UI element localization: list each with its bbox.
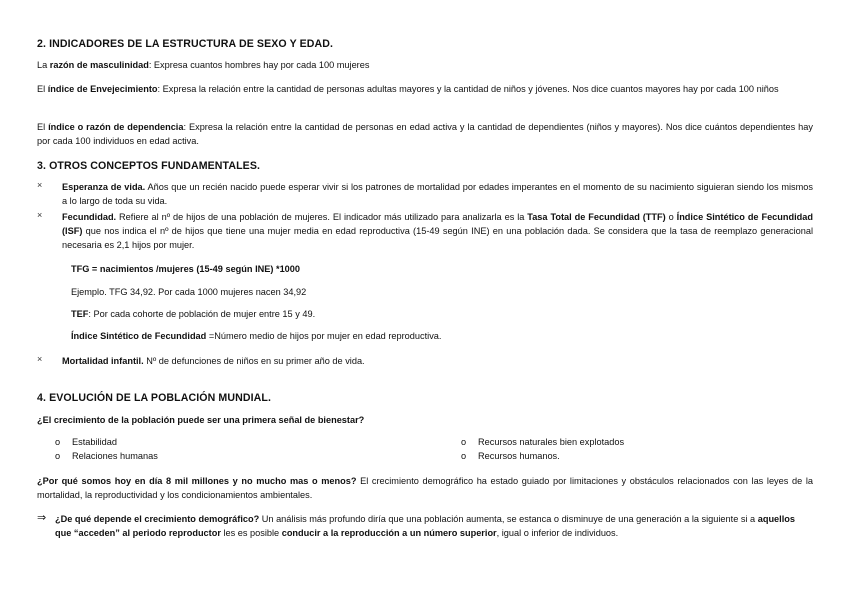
- p3-pre: El: [37, 122, 49, 132]
- why-question: ¿Por qué somos hoy en día 8 mil millones y no mucho mas o menos?: [37, 476, 357, 486]
- p3-term: índice o razón de dependencia: [48, 122, 184, 132]
- tfg-formula: [71, 264, 771, 274]
- b1-text: Años que un recién nacido puede esperar vivir si los patrones de mortalidad por edades imperantes en el momento de su nacimiento siguieran siendo los mismos a lo largo de toda su vida.: [62, 182, 813, 206]
- b3-term: Mortalidad infantil.: [62, 356, 144, 366]
- list-item-label: Relaciones humanas: [72, 451, 158, 461]
- arrow-bold-2: aquellos que “acceden” al periodo reproductor: [55, 514, 795, 538]
- list-item-natural-resources: [461, 437, 624, 447]
- formula-text: TFG = nacimientos /mujeres (15-49 según INE) *1000: [71, 264, 301, 274]
- bullet-x-icon: ×: [37, 210, 43, 220]
- circle-bullet-icon: o: [461, 437, 467, 447]
- bullet-x-icon: ×: [37, 180, 43, 190]
- arrow-bold-3: conducir a la reproducción a un número superior: [281, 528, 497, 538]
- b2-term: Fecundidad.: [62, 212, 117, 222]
- b2-isf: Índice Sintético de Fecundidad (ISF): [62, 212, 814, 236]
- bullet-x-icon: ×: [37, 354, 43, 364]
- wellbeing-question: [37, 413, 813, 427]
- arrow-text-1: Un análisis más profundo diría que una población aumenta, se estanca o disminuye de una generación a la siguiente si a: [259, 514, 758, 524]
- p3-text: : Expresa la relación entre la cantidad de personas en edad activa y la cantidad de dependientes (niños y mayores). Nos dice cuántos dependientes hay por cada 100 individuos en edad activa.: [37, 122, 813, 146]
- b2-text-1: Refiere al nº de hijos de una población de mujeres. El indicador más utilizado para analizarla es la: [116, 212, 528, 222]
- p2-text: : Expresa la relación entre la cantidad de personas adultas mayores y la cantidad de niños y jóvenes. Nos dice cuantos mayores hay por cada 100 niños: [157, 84, 779, 94]
- tef-term: TEF: [71, 309, 89, 319]
- list-item-label: Recursos naturales bien explotados: [478, 437, 625, 447]
- list-item-human-resources: [461, 451, 560, 461]
- bullet-infant-mortality: [37, 354, 813, 368]
- p1-pre: La: [37, 60, 50, 70]
- isf-text: =Número medio de hijos por mujer en edad reproductiva.: [206, 331, 442, 341]
- isf-definition: [71, 331, 771, 341]
- section-3-heading: 3. OTROS CONCEPTOS FUNDAMENTALES.: [37, 160, 261, 172]
- b1-term: Esperanza de vida.: [62, 182, 146, 192]
- b3-text: Nº de defunciones de niños en su primer año de vida.: [143, 356, 365, 366]
- b2-text-2: o: [665, 212, 677, 222]
- aging-index-paragraph: [37, 82, 813, 96]
- tef-definition: [71, 309, 771, 319]
- circle-bullet-icon: o: [55, 451, 61, 461]
- circle-bullet-icon: o: [55, 437, 61, 447]
- arrow-question: ¿De qué depende el crecimiento demográfico?: [55, 514, 260, 524]
- tef-text: : Por cada cohorte de población de mujer entre 15 y 49.: [88, 309, 316, 319]
- bullet-life-expectancy: [37, 180, 813, 208]
- circle-bullet-icon: o: [461, 451, 467, 461]
- p1-term: razón de masculinidad: [49, 60, 149, 70]
- list-item-label: Recursos humanos.: [478, 451, 560, 461]
- p2-pre: El: [37, 84, 48, 94]
- section-2-heading: 2. INDICADORES DE LA ESTRUCTURA DE SEXO Y EDAD.: [37, 38, 334, 50]
- tfg-example: Ejemplo. TFG 34,92. Por cada 1000 mujeres nacen 34,92: [71, 287, 307, 297]
- dependency-paragraph: [37, 120, 813, 148]
- arrow-text-2: les es posible: [220, 528, 282, 538]
- section-4-heading: 4. EVOLUCIÓN DE LA POBLACIÓN MUNDIAL.: [37, 392, 272, 404]
- list-item-label: Estabilidad: [72, 437, 117, 447]
- b2-text-3: que nos indica el nº de hijos que tiene una mujer media en edad reproductiva (15-49 según INE) en una población dada. Se considera que la tasa de reemplazo generacional necesaria es 2,1 hijos por mujer.: [62, 226, 813, 250]
- question-text: ¿El crecimiento de la población puede ser una primera señal de bienestar?: [37, 415, 365, 425]
- growth-dependency-item: [37, 512, 813, 540]
- why-text: El crecimiento demográfico ha estado guiado por limitaciones y obstáculos relacionados con las leyes de la mortalidad, la reproductividad y los condicionamientos ambientales.: [37, 476, 813, 500]
- arrow-right-icon: ⇒: [37, 512, 47, 524]
- arrow-text-3: , igual o inferior de individuos.: [496, 528, 619, 538]
- bullet-fertility: [37, 210, 813, 252]
- p2-term: índice de Envejecimiento: [47, 84, 158, 94]
- masculinity-paragraph: [37, 58, 813, 72]
- list-item-stability: [55, 437, 117, 447]
- b2-ttf: Tasa Total de Fecundidad (TTF): [527, 212, 666, 222]
- isf-term: Índice Sintético de Fecundidad: [71, 331, 207, 341]
- list-item-human-relations: [55, 451, 158, 461]
- why-8-billion-paragraph: [37, 474, 813, 502]
- p1-text: : Expresa cuantos hombres hay por cada 100 mujeres: [148, 60, 370, 70]
